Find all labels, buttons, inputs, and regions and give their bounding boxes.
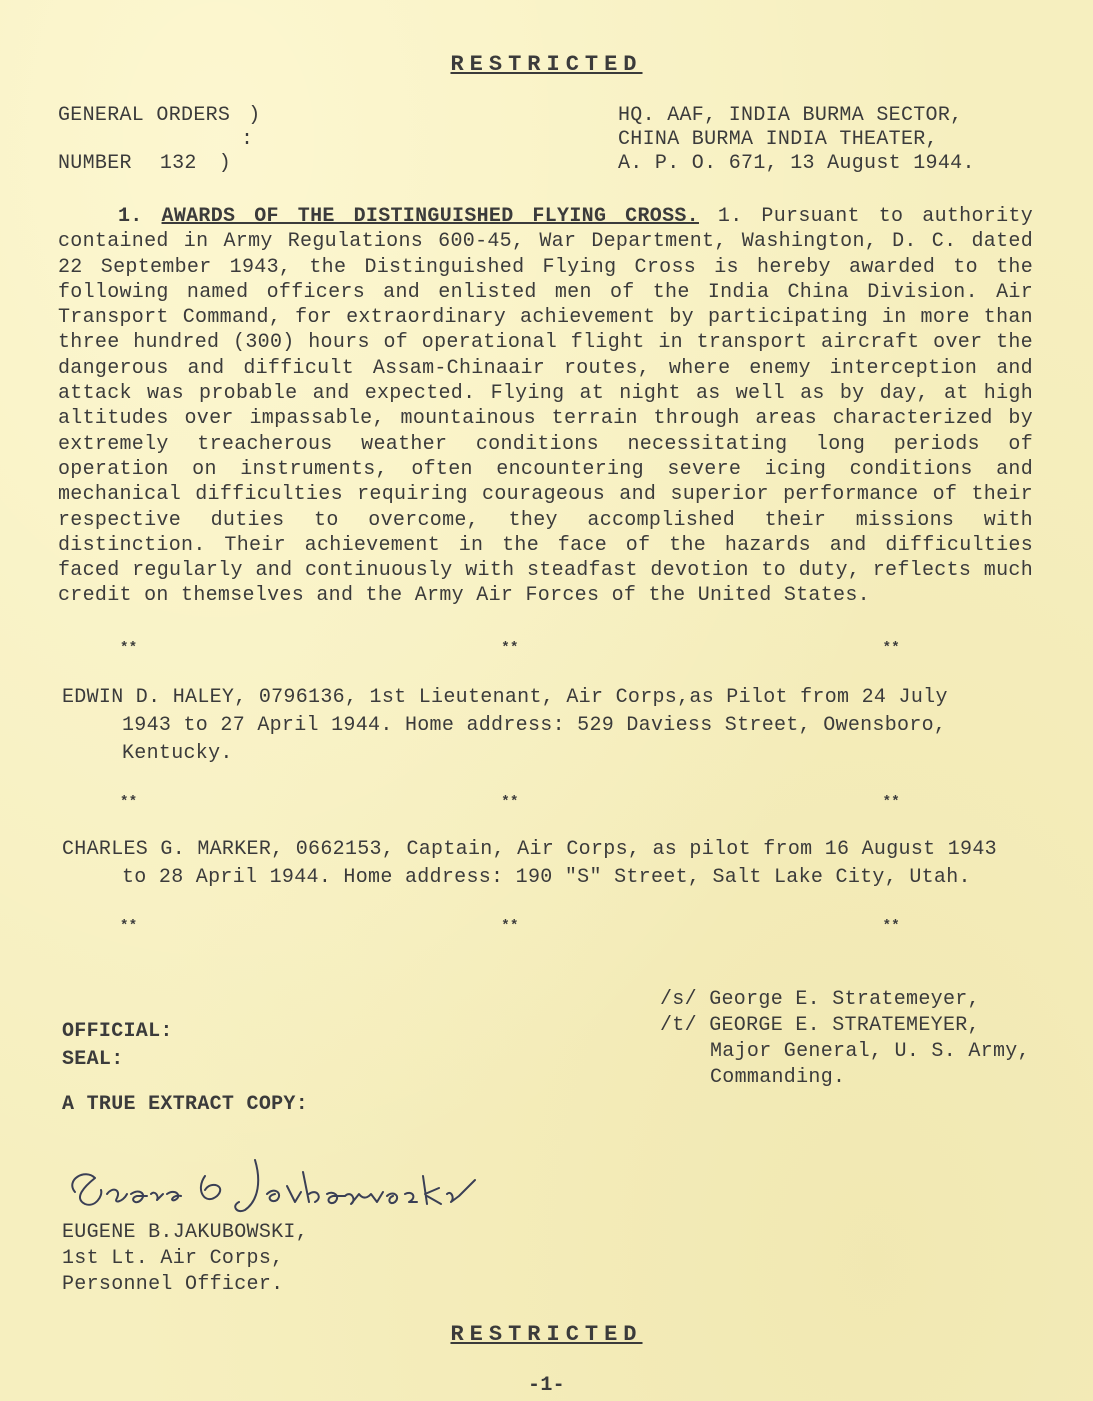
separator: ** [882, 918, 900, 934]
handwritten-signature [55, 1150, 515, 1220]
award-entry [62, 684, 1022, 768]
separator: ** [120, 640, 138, 656]
entry-line: 1943 to 27 April 1944. Home address: 529 Daviess Street, Owensboro, [122, 714, 947, 737]
true-extract-label: A TRUE EXTRACT COPY: [62, 1093, 309, 1116]
separator: ** [882, 640, 900, 656]
hq-line: A. P. O. 671, 13 August 1944. [618, 152, 975, 175]
official-label: OFFICIAL: [62, 1020, 173, 1043]
general-orders-block [58, 104, 261, 176]
separator-row [120, 640, 900, 656]
award-entry [62, 836, 1022, 892]
officer-title: Personnel Officer. [62, 1273, 284, 1296]
official-block [62, 1018, 173, 1074]
entry-line: Kentucky. [122, 742, 233, 765]
separator: ** [120, 918, 138, 934]
page-number: -1- [528, 1374, 565, 1397]
number-paren: ) [218, 152, 232, 175]
paragraph-number: 1. [118, 205, 143, 228]
hq-line: CHINA BURMA INDIA THEATER, [618, 128, 938, 151]
orders-colon: : [241, 128, 254, 151]
orders-number: 132 [159, 152, 197, 175]
entry-line: to 28 April 1944. Home address: 190 "S" Street, Salt Lake City, Utah. [122, 866, 971, 889]
separator: ** [120, 794, 138, 810]
typed-name-line: /t/ GEORGE E. STRATEMEYER, [660, 1014, 980, 1037]
role-line: Commanding. [710, 1066, 846, 1089]
number-label: NUMBER [58, 152, 132, 175]
separator: ** [501, 918, 519, 934]
separator: ** [501, 640, 519, 656]
officer-name: EUGENE B.JAKUBOWSKI, [62, 1221, 309, 1244]
paragraph-body: 1. Pursuant to authority contained in Army Regulations 600-45, War Department, Washington, D. C. dated 22 September 1943, the Distinguished Flying Cross is hereby awarded to the following named officers and enlisted men of the India China Division. Air Transport Command, for extraordinary achievement by participating in more than three hundred (300) hours of operational flight in transport aircraft over the dangerous and difficult Assam-Chinaair routes, where enemy interception and attack was probable and expected. Flying at night as well as by day, at high altitudes over impassable, mountainous terrain through areas characterized by extremely treacherous weather conditions necessitating long periods of operation on instruments, often encountering severe icing conditions and mechanical difficulties requiring courageous and superior performance of their respective duties to overcome, they accomplished their missions with distinction. Their achievement in the face of the hazards and difficulties faced regularly and continuously with steadfast devotion to duty, reflects much credit on themselves and the Army Air Forces of the United States. [58, 205, 1033, 608]
separator-row [120, 794, 900, 810]
signed-line: /s/ George E. Stratemeyer, [660, 988, 980, 1011]
award-paragraph [58, 204, 1033, 609]
orders-label: GENERAL ORDERS [58, 104, 231, 127]
headquarters-block [618, 104, 975, 176]
rank-line: Major General, U. S. Army, [710, 1040, 1030, 1063]
commander-signature-block [660, 987, 1030, 1091]
officer-rank: 1st Lt. Air Corps, [62, 1247, 284, 1270]
officer-block [62, 1220, 308, 1298]
separator: ** [501, 794, 519, 810]
classification-footer: RESTRICTED [450, 1322, 643, 1347]
separator-row [120, 918, 900, 934]
award-title: AWARDS OF THE DISTINGUISHED FLYING CROSS. [161, 205, 699, 228]
seal-label: SEAL: [62, 1048, 124, 1071]
separator: ** [882, 794, 900, 810]
entry-line: EDWIN D. HALEY, 0796136, 1st Lieutenant, Air Corps,as Pilot from 24 July [62, 686, 948, 709]
entry-line: CHARLES G. MARKER, 0662153, Captain, Air Corps, as pilot from 16 August 1943 [62, 838, 997, 861]
hq-line: HQ. AAF, INDIA BURMA SECTOR, [618, 104, 963, 127]
orders-paren: ) [248, 104, 261, 127]
classification-header: RESTRICTED [450, 52, 643, 77]
